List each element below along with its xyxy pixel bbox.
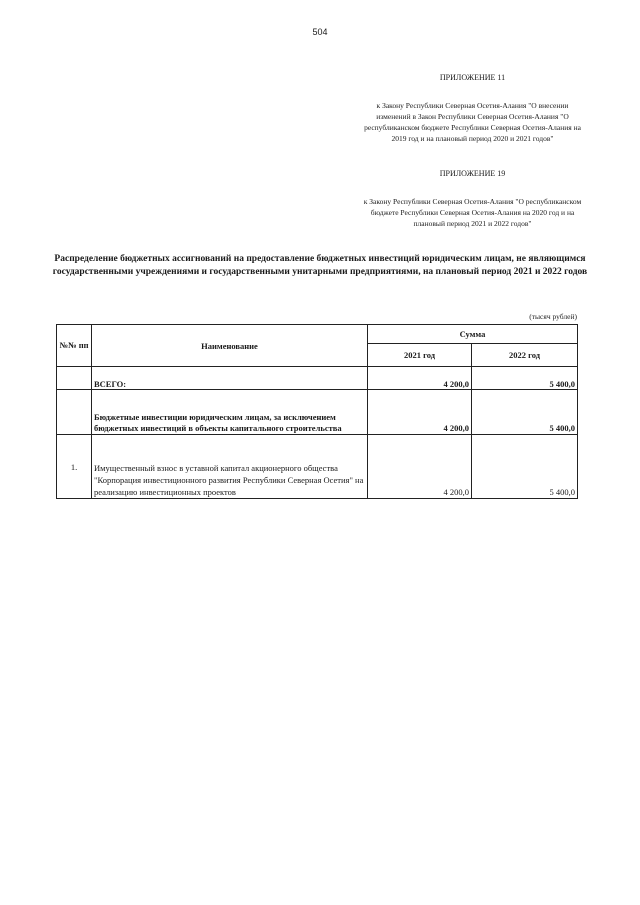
total-number bbox=[57, 367, 92, 390]
header-number: №№ пп bbox=[57, 325, 92, 367]
group-number bbox=[57, 390, 92, 435]
annex-19-title: ПРИЛОЖЕНИЕ 19 bbox=[439, 169, 506, 178]
header-sum: Сумма bbox=[368, 325, 578, 344]
header-year-2022: 2022 год bbox=[472, 344, 578, 367]
units-label: (тысяч рублей) bbox=[529, 312, 577, 321]
group-name: Бюджетные инвестиции юридическим лицам, за исключением бюджетных инвестиций в объекты капитального строительства bbox=[92, 390, 368, 435]
header-name: Наименование bbox=[92, 325, 368, 367]
table-row bbox=[57, 435, 578, 499]
table-row-total bbox=[57, 367, 578, 390]
annex-19-block bbox=[360, 168, 585, 229]
item-number: 1. bbox=[57, 435, 92, 499]
group-year-2021: 4 200,0 bbox=[368, 390, 472, 435]
table-header-row bbox=[57, 325, 578, 344]
annex-11-title: ПРИЛОЖЕНИЕ 11 bbox=[439, 73, 506, 82]
budget-table bbox=[56, 324, 578, 499]
annex-19-text: к Закону Республики Северная Осетия-Алания "О республиканском бюджете Республики Северная Осетия-Алания на 2020 год и на плановый период 2021 и 2022 годов" bbox=[363, 197, 582, 228]
item-name: Имущественный взнос в уставной капитал акционерного общества "Корпорация инвестиционного развития Республики Северная Осетия" на реализацию инвестиционных проектов bbox=[92, 435, 368, 499]
total-name: ВСЕГО: bbox=[92, 367, 368, 390]
page-number: 504 bbox=[312, 27, 328, 37]
annex-11-text: к Закону Республики Северная Осетия-Алания "О внесении изменений в Закон Республики Северная Осетия-Алания "О республиканском бюджете Республики Северная Осетия-Алания на 2019 год и на плановый период 2020 и 2021 годов" bbox=[364, 101, 581, 143]
item-year-2021: 4 200,0 bbox=[368, 435, 472, 499]
total-year-2022: 5 400,0 bbox=[472, 367, 578, 390]
header-year-2021: 2021 год bbox=[368, 344, 472, 367]
item-year-2022: 5 400,0 bbox=[472, 435, 578, 499]
document-title: Распределение бюджетных ассигнований на предоставление бюджетных инвестиций юридическим лицам, не являющимся государственными учреждениями и государственными унитарными предприятиями, на плановый период 2021 и 2022 годов bbox=[52, 254, 588, 277]
annex-11-block bbox=[360, 72, 585, 144]
table-row-group bbox=[57, 390, 578, 435]
group-year-2022: 5 400,0 bbox=[472, 390, 578, 435]
total-year-2021: 4 200,0 bbox=[368, 367, 472, 390]
